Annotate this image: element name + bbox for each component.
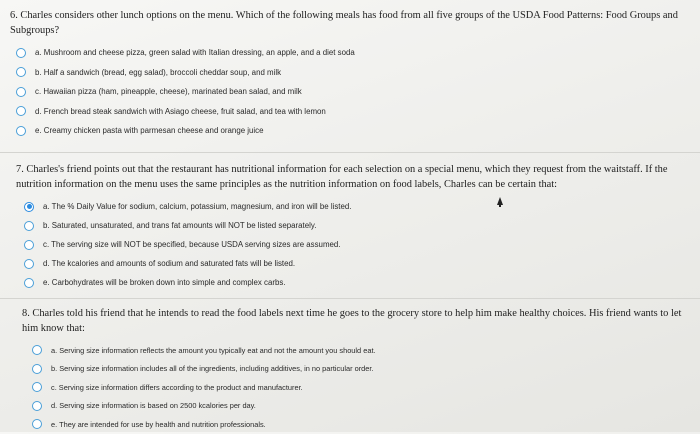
radio-button[interactable] (32, 401, 42, 411)
radio-button[interactable] (32, 345, 42, 355)
option-label: b. Half a sandwich (bread, egg salad), broccoli cheddar soup, and milk (35, 67, 282, 77)
q8-option-b[interactable] (22, 360, 690, 379)
q7-option-b[interactable] (16, 216, 690, 235)
radio-button[interactable] (32, 419, 42, 429)
radio-button[interactable] (24, 240, 34, 250)
q6-option-c[interactable] (10, 82, 690, 102)
radio-button[interactable] (24, 278, 34, 288)
question-7-options (16, 197, 690, 292)
q6-option-e[interactable] (10, 121, 690, 141)
q7-option-a[interactable] (16, 197, 690, 216)
q8-option-a[interactable] (22, 341, 690, 360)
option-label: e. They are intended for use by health and nutrition professionals. (51, 419, 266, 429)
radio-button-selected[interactable] (24, 202, 34, 212)
question-6-options (10, 43, 690, 141)
option-label: e. Creamy chicken pasta with parmesan cheese and orange juice (35, 126, 264, 136)
option-label: d. The kcalories and amounts of sodium and saturated fats will be listed. (43, 259, 296, 268)
q8-option-e[interactable] (22, 415, 690, 434)
radio-button[interactable] (16, 67, 26, 77)
option-label: b. Saturated, unsaturated, and trans fat amounts will NOT be listed separately. (43, 221, 317, 230)
q6-option-b[interactable] (10, 63, 690, 83)
option-label: b. Serving size information includes all of the ingredients, including additives, in no particular order. (51, 364, 374, 374)
radio-button[interactable] (32, 364, 42, 374)
option-label: d. Serving size information is based on 2500 kcalories per day. (51, 401, 256, 411)
option-label: a. Mushroom and cheese pizza, green salad with Italian dressing, an apple, and a diet soda (35, 48, 355, 58)
option-label: c. Hawaiian pizza (ham, pineapple, cheese), marinated bean salad, and milk (35, 87, 302, 97)
question-8-options (22, 341, 690, 434)
q8-option-d[interactable] (22, 397, 690, 416)
question-8-text: 8. Charles told his friend that he intends to read the food labels next time he goes to the grocery store to help him make healthy choices. His friend wants to let him know that: (22, 308, 682, 334)
option-label: d. French bread steak sandwich with Asiago cheese, fruit salad, and tea with lemon (35, 106, 326, 116)
radio-button[interactable] (24, 259, 34, 269)
radio-button[interactable] (16, 87, 26, 97)
q8-option-c[interactable] (22, 378, 690, 397)
radio-button[interactable] (16, 106, 26, 116)
option-label: a. Serving size information reflects the amount you typically eat and not the amount you should eat. (51, 345, 376, 355)
option-label: c. The serving size will NOT be specified, because USDA serving sizes are assumed. (43, 240, 341, 249)
option-label: c. Serving size information differs according to the product and manufacturer. (51, 382, 303, 392)
option-label: a. The % Daily Value for sodium, calcium, potassium, magnesium, and iron will be listed. (43, 202, 352, 211)
q6-option-d[interactable] (10, 102, 690, 122)
question-7-text: 7. Charles's friend points out that the restaurant has nutritional information for each selection on a special menu, which they request from the waitstaff. If the nutrition information on the menu uses the same principles as the nutrition information on food labels, Charles can be certain that: (16, 164, 668, 190)
mouse-cursor-icon (497, 197, 503, 205)
q6-option-a[interactable] (10, 43, 690, 63)
radio-button[interactable] (32, 382, 42, 392)
question-6-text: 6. Charles considers other lunch options on the menu. Which of the following meals has food from all five groups of the USDA Food Patterns: Food Groups and Subgroups? (10, 10, 678, 36)
question-8-card (0, 298, 700, 432)
q7-option-d[interactable] (16, 254, 690, 273)
question-6-card (0, 0, 700, 152)
option-label: e. Carbohydrates will be broken down into simple and complex carbs. (43, 278, 286, 287)
question-7-card (0, 152, 700, 298)
radio-button[interactable] (16, 48, 26, 58)
radio-button[interactable] (16, 126, 26, 136)
q7-option-e[interactable] (16, 273, 690, 292)
q7-option-c[interactable] (16, 235, 690, 254)
radio-button[interactable] (24, 221, 34, 231)
